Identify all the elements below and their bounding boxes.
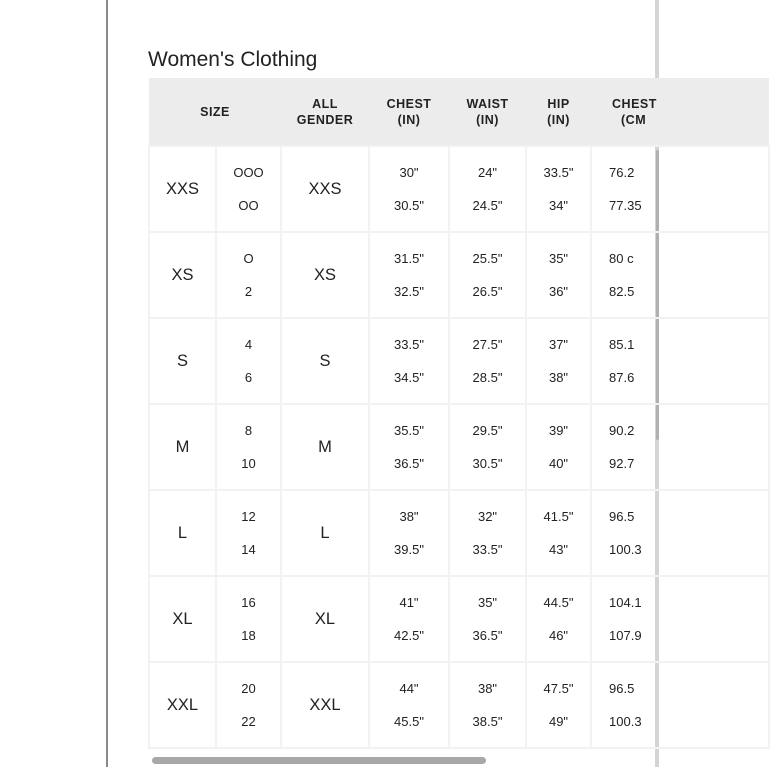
chest-cm-cell: 85.1 87.6 [591,318,769,404]
hip-in-cell: 39" 40" [526,404,591,490]
header-all-gender: ALL GENDER [281,78,369,146]
size-number-cell: O 2 [216,232,281,318]
waist-in-cell: 35" 36.5" [449,576,526,662]
header-hip-in: HIP (IN) [526,78,591,146]
waist-in-cell: 25.5" 26.5" [449,232,526,318]
size-letter-cell: XS [149,232,216,318]
chest-in-cell: 35.5" 36.5" [369,404,449,490]
chest-cm-cell: 90.2 92.7 [591,404,769,490]
chest-in-cell: 30" 30.5" [369,146,449,232]
table-row [149,318,769,404]
table-row [149,404,769,490]
header-chest-cm: CHEST (CM [591,78,769,146]
all-gender-cell: S [281,318,369,404]
all-gender-cell: XL [281,576,369,662]
size-letter-cell: M [149,404,216,490]
size-number-cell: 8 10 [216,404,281,490]
chest-in-cell: 33.5" 34.5" [369,318,449,404]
header-chest-in: CHEST (IN) [369,78,449,146]
size-letter-cell: S [149,318,216,404]
waist-in-cell: 24" 24.5" [449,146,526,232]
hip-in-cell: 44.5" 46" [526,576,591,662]
header-row [149,78,769,146]
table-row [149,232,769,318]
horizontal-scrollbar[interactable] [152,757,486,764]
size-chart-table [148,78,770,749]
table-row [149,490,769,576]
all-gender-cell: XXS [281,146,369,232]
panel-left-edge [106,0,108,767]
hip-in-cell: 33.5" 34" [526,146,591,232]
chest-in-cell: 41" 42.5" [369,576,449,662]
chest-in-cell: 31.5" 32.5" [369,232,449,318]
chest-in-cell: 44" 45.5" [369,662,449,748]
size-letter-cell: L [149,490,216,576]
size-number-cell: 16 18 [216,576,281,662]
waist-in-cell: 27.5" 28.5" [449,318,526,404]
chest-cm-cell: 96.5 100.3 [591,490,769,576]
table-row [149,662,769,748]
hip-in-cell: 41.5" 43" [526,490,591,576]
size-chart-scroll-area[interactable] [148,78,657,754]
chest-cm-cell: 96.5 100.3 [591,662,769,748]
chest-cm-cell: 104.1 107.9 [591,576,769,662]
table-row [149,146,769,232]
waist-in-cell: 29.5" 30.5" [449,404,526,490]
size-letter-cell: XXL [149,662,216,748]
chest-in-cell: 38" 39.5" [369,490,449,576]
all-gender-cell: XXL [281,662,369,748]
page-title: Women's Clothing [148,48,318,72]
table-row [149,576,769,662]
waist-in-cell: 38" 38.5" [449,662,526,748]
chest-cm-cell: 76.2 77.35 [591,146,769,232]
all-gender-cell: M [281,404,369,490]
all-gender-cell: XS [281,232,369,318]
waist-in-cell: 32" 33.5" [449,490,526,576]
size-number-cell: 20 22 [216,662,281,748]
size-letter-cell: XXS [149,146,216,232]
hip-in-cell: 37" 38" [526,318,591,404]
size-number-cell: 4 6 [216,318,281,404]
header-waist-in: WAIST (IN) [449,78,526,146]
size-number-cell: OOO OO [216,146,281,232]
chest-cm-cell: 80 c 82.5 [591,232,769,318]
header-size: SIZE [149,78,281,146]
size-letter-cell: XL [149,576,216,662]
hip-in-cell: 47.5" 49" [526,662,591,748]
size-number-cell: 12 14 [216,490,281,576]
all-gender-cell: L [281,490,369,576]
hip-in-cell: 35" 36" [526,232,591,318]
